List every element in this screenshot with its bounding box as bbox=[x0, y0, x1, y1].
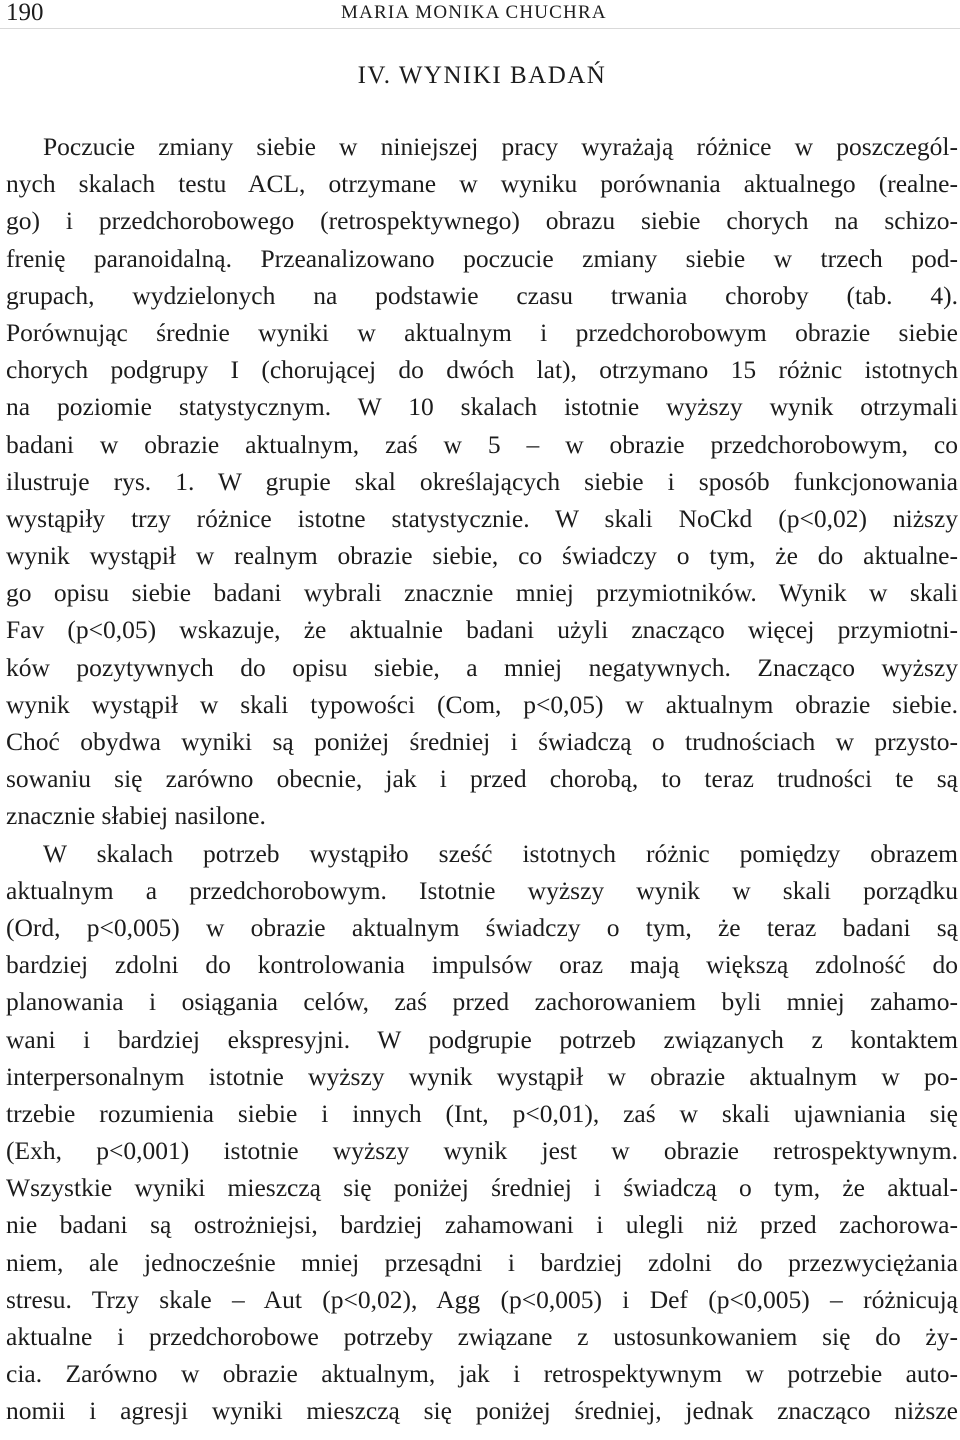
text-line: (Exh, p<0,001) istotnie wyższy wynik jest w obrazie retrospektywnym. bbox=[6, 1136, 958, 1166]
text-line: W skalach potrzeb wystąpiło sześć istotnych różnic pomiędzy obrazem bbox=[43, 838, 958, 868]
text-line: grupach, wydzielonych na podstawie czasu trwania choroby (tab. 4). bbox=[6, 280, 958, 310]
text-line: chorych podgrupy I (chorującej do dwóch lat), otrzymano 15 różnic istotnych bbox=[6, 355, 958, 385]
text-line: bardziej zdolni do kontrolowania impulsów oraz mają większą zdolność do bbox=[6, 950, 958, 980]
text-line: znacznie słabiej nasilone. bbox=[6, 801, 266, 831]
text-line: na poziomie statystycznym. W 10 skalach istotnie wyższy wynik otrzymali bbox=[6, 392, 958, 422]
text-line: Wszystkie wyniki mieszczą się poniżej średniej i świadczą o tym, że aktual- bbox=[6, 1173, 958, 1203]
running-head-rule bbox=[0, 28, 960, 29]
text-line: aktualnym a przedchorobowym. Istotnie wyższy wynik w skali porządku bbox=[6, 875, 958, 905]
text-line: Poczucie zmiany siebie w niniejszej pracy wyrażają różnice w poszczegól- bbox=[43, 132, 958, 161]
text-line: nie badani są ostrożniejsi, bardziej zahamowani i ulegli niż przed zachorowa- bbox=[6, 1210, 958, 1240]
text-line: cia. Zarówno w obrazie aktualnym, jak i retrospektywnym w potrzebie auto- bbox=[6, 1359, 958, 1389]
text-line: wynik wystąpił w realnym obrazie siebie, co świadczy o tym, że do aktualne- bbox=[6, 541, 958, 571]
text-line: wani i bardziej ekspresyjni. W podgrupie potrzeb związanych z kontaktem bbox=[6, 1024, 958, 1054]
text-line: nomii i agresji wyniki mieszczą się poniżej średniej, jednak znacząco niższe bbox=[6, 1396, 958, 1426]
text-line: ków pozytywnych do opisu siebie, a mniej negatywnych. Znacząco wyższy bbox=[6, 652, 958, 682]
text-line: niem, ale jednocześnie mniej przesądni i bardziej zdolni do przezwyciężania bbox=[6, 1247, 958, 1277]
text-line: aktualne i przedchorobowe potrzeby związane z ustosunkowaniem się do ży- bbox=[6, 1322, 958, 1351]
paragraph-1 bbox=[6, 128, 958, 835]
page-number: 190 bbox=[6, 0, 44, 26]
text-line: wynik wystąpił w skali typowości (Com, p<0,05) w aktualnym obrazie siebie. bbox=[6, 689, 958, 719]
text-line: (Ord, p<0,005) w obrazie aktualnym świadczy o tym, że teraz badani są bbox=[6, 912, 958, 942]
text-line: Porównując średnie wyniki w aktualnym i przedchorobowym obrazie siebie bbox=[6, 317, 958, 347]
text-line: go) i przedchorobowego (retrospektywnego) obrazu siebie chorych na schizo- bbox=[6, 206, 958, 236]
section-heading: IV. WYNIKI BADAŃ bbox=[357, 62, 607, 89]
text-line: stresu. Trzy skale – Aut (p<0,02), Agg (p<0,005) i Def (p<0,005) – różnicują bbox=[6, 1284, 958, 1314]
text-line: go opisu siebie badani wybrali znacznie mniej przymiotników. Wynik w skali bbox=[6, 578, 958, 608]
text-line: planowania i osiągania celów, zaś przed zachorowaniem byli mniej zahamo- bbox=[6, 987, 958, 1017]
running-head bbox=[0, 0, 960, 30]
text-line: Fav (p<0,05) wskazuje, że aktualnie badani użyli znacząco więcej przymiotni- bbox=[6, 615, 958, 645]
text-line: frenię paranoidalną. Przeanalizowano poczucie zmiany siebie w trzech pod- bbox=[6, 243, 958, 273]
text-line: ilustruje rys. 1. W grupie skal określających siebie i sposób funkcjonowania bbox=[6, 466, 958, 496]
text-line: Choć obydwa wyniki są poniżej średniej i świadczą o trudnościach w przysto- bbox=[6, 727, 958, 756]
running-head-author: MARIA MONIKA CHUCHRA bbox=[341, 2, 607, 23]
text-line: wystąpiły trzy różnice istotne statystycznie. W skali NoCkd (p<0,02) niższy bbox=[6, 503, 958, 533]
body-text bbox=[6, 128, 958, 1430]
text-line: trzebie rozumienia siebie i innych (Int, p<0,01), zaś w skali ujawniania się bbox=[6, 1098, 958, 1128]
text-line: badani w obrazie aktualnym, zaś w 5 – w obrazie przedchorobowym, co bbox=[6, 429, 958, 459]
text-line: sowaniu się zarówno obecnie, jak i przed chorobą, to teraz trudności te są bbox=[6, 764, 958, 794]
paragraph-2 bbox=[6, 835, 958, 1430]
text-line: interpersonalnym istotnie wyższy wynik wystąpił w obrazie aktualnym w po- bbox=[6, 1061, 958, 1091]
text-line: nych skalach testu ACL, otrzymane w wyniku porównania aktualnego (realne- bbox=[6, 169, 958, 199]
